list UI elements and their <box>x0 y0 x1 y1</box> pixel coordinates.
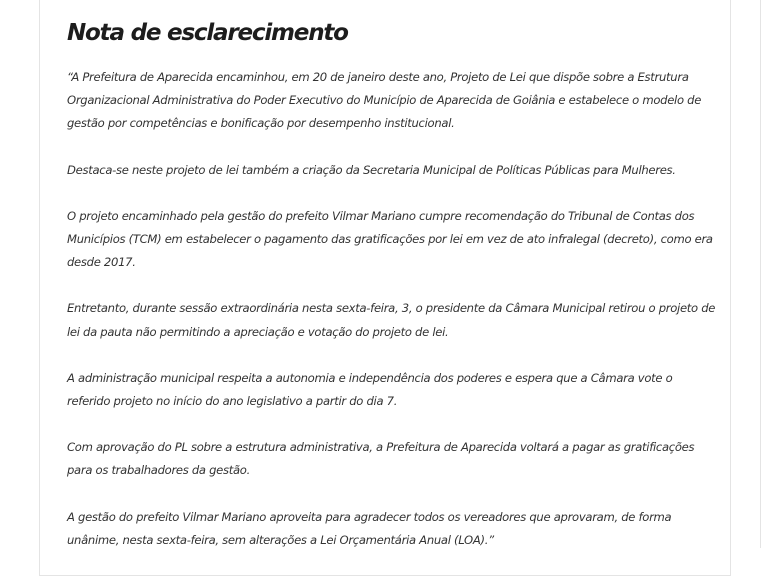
article-paragraph: “A Prefeitura de Aparecida encaminhou, em 20 de janeiro deste ano, Projeto de Lei que dispõe sobre a Estrutura Organizacional Administrativa do Poder Executivo do Município de Aparecida de Goiânia e estabelece o modelo de gestão por competências e bonificação por desempenho institucional. <box>67 70 702 131</box>
article-paragraph: Entretanto, durante sessão extraordinária nesta sexta-feira, 3, o presidente da Câmara Municipal retirou o projeto de lei da pauta não permitindo a apreciação e votação do projeto de lei. <box>67 301 716 339</box>
article-paragraph: A administração municipal respeita a autonomia e independência dos poderes e espera que a Câmara vote o referido projeto no início do ano legislativo a partir do dia 7. <box>67 370 673 409</box>
article-paragraph: Com aprovação do PL sobre a estrutura administrativa, a Prefeitura de Aparecida voltará a pagar as gratificações para os trabalhadores da gestão. <box>67 440 695 478</box>
article-paragraph: O projeto encaminhado pela gestão do prefeito Vilmar Mariano cumpre recomendação do Tribunal de Contas dos Municípios (TCM) em estabelecer o pagamento das gratificações por lei em vez de ato infralegal (decreto), como era desde 2017. <box>67 208 713 270</box>
article-title: Nota de esclarecimento <box>67 20 348 46</box>
article-body <box>67 66 717 575</box>
article-paragraph: A gestão do prefeito Vilmar Mariano aproveita para agradecer todos os vereadores que aprovaram, de forma unânime, nesta sexta-feira, sem alterações a Lei Orçamentária Anual (LOA).” <box>67 509 672 547</box>
sidebar-divider <box>760 0 761 548</box>
article-paragraph: Destaca-se neste projeto de lei também a criação da Secretaria Municipal de Políticas Públicas para Mulheres. <box>67 162 676 177</box>
